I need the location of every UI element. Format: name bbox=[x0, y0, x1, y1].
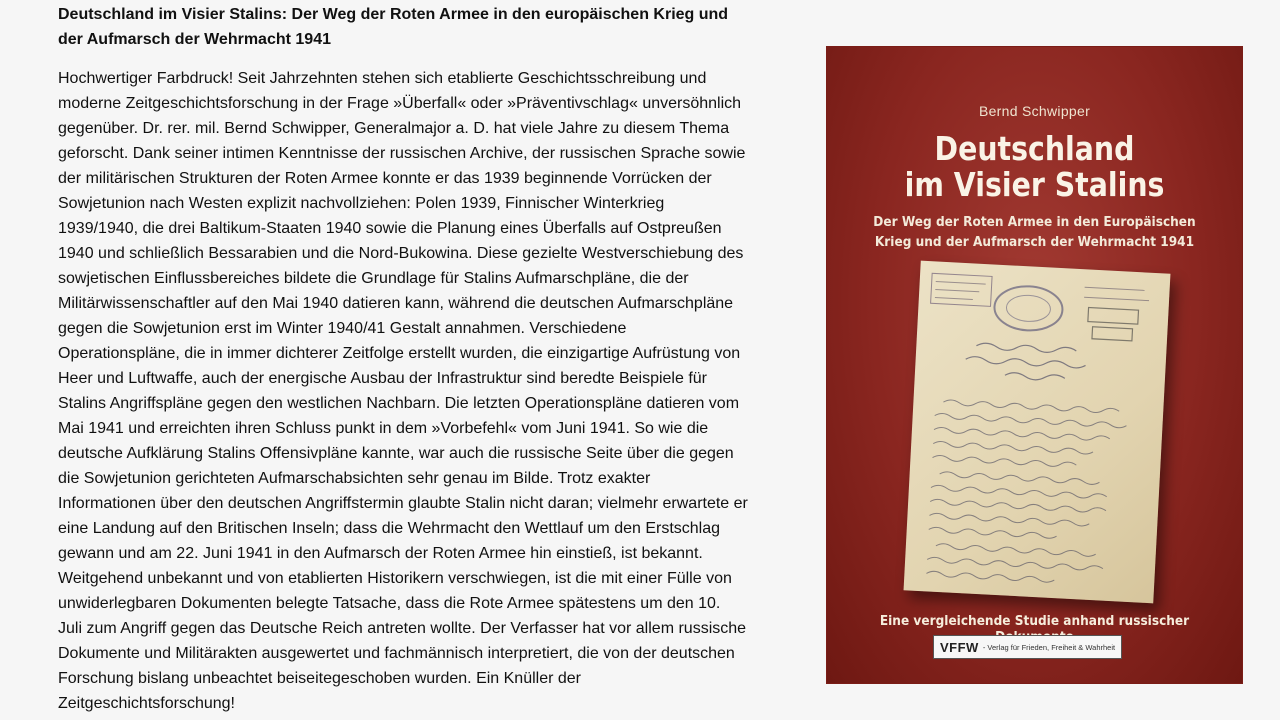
book-cover-image[interactable] bbox=[827, 47, 1242, 683]
publisher-logo: VFFW bbox=[940, 639, 979, 655]
archive-document-illustration bbox=[904, 261, 1171, 604]
publisher-badge bbox=[933, 635, 1122, 659]
product-description: Hochwertiger Farbdruck! Seit Jahrzehnten stehen sich etablierte Geschichtsschreibung und moderne Zeitgeschichtsforschung in der Frage »Überfall« oder »Präventivschlag« unversöhnlich gegenüber. Dr. rer. mil. Bernd Schwipper, Generalmajor a. D. hat viele Jahre zu diesem Thema geforscht. Dank seiner intimen Kenntnisse der russischen Archive, der russischen Sprache sowie der militärischen Strukturen der Roten Armee konnte er das 1939 beginnende Vorrücken der Sowjetunion nach Westen explizit nachvollziehen: Polen 1939, Finnischer Winterkrieg 1939/1940, die drei Baltikum-Staaten 1940 sowie die Planung eines Überfalls auf Ostpreußen 1940 und schließlich Bessarabien und die Nord-Bukowina. Diese gezielte Westverschiebung des sowjetischen Einflussbereiches bildete die Grundlage für Stalins Aufmarschpläne, die der Militärwissenschaftler auf den Mai 1940 datieren kann, während die deutschen Aufmarschpläne gegen die Sowjetunion erst im Winter 1940/41 Gestalt annahmen. Verschiedene Operationspläne, die in immer dichterer Zeitfolge erstellt wurden, die einzigartige Aufrüstung von Heer und Luftwaffe, auch der energische Ausbau der Infrastruktur sind beredte Beispiele für Stalins Angriffspläne gegen den westlichen Nachbarn. Die letzten Operationspläne datieren vom Mai 1941 und erreichten ihren Schluss punkt in dem »Vorbefehl« vom Juni 1941. So wie die deutsche Aufklärung Stalins Offensivpläne kannte, war auch die russische Seite über die gegen die Sowjetunion gerichteten Aufmarschabsichten sehr genau im Bilde. Trotz exakter Informationen über den deutschen Angriffstermin glaubte Stalin nicht daran; vielmehr erwartete er eine Landung auf den Britischen Inseln; dass die Wehrmacht den Wettlauf um den Erstschlag gewann und am 22. Juni 1941 in den Aufmarsch der Roten Armee hin einstieß, ist bekannt. Weitgehend unbekannt und von etablierten Historikern verschwiegen, ist die mit einer Fülle von unwiderlegbaren Dokumenten belegte Tatsache, dass die Rote Armee spätestens um den 10. Juli zum Angriff gegen das Deutsche Reich antreten wollte. Der Verfasser hat vor allem russische Dokumente und Militärakten ausgewertet und fachmännisch interpretiert, die von der deutschen Forschung bislang unbeachtet beiseitegeschoben wurden. Ein Knüller der Zeitgeschichtsforschung! bbox=[58, 70, 748, 712]
cover-tagline: Eine vergleichende Studie anhand russischer bbox=[879, 613, 1190, 629]
cover-subtitle: Der Weg der Roten Armee in den Europäischen Krieg und der Aufmarsch der Wehrmacht 1941 bbox=[873, 214, 1196, 250]
cover-title: Deutschland im Visier Stalins bbox=[904, 129, 1165, 204]
product-description-column bbox=[58, 2, 794, 716]
product-title: Deutschland im Visier Stalins: Der Weg der Roten Armee in den europäischen Krieg und der Aufmarsch der Wehrmacht 1941 bbox=[58, 6, 729, 48]
cover-author: Bernd Schwipper bbox=[978, 103, 1091, 119]
publisher-name: - Verlag für Frieden, Freiheit & Wahrheit bbox=[982, 642, 1116, 652]
